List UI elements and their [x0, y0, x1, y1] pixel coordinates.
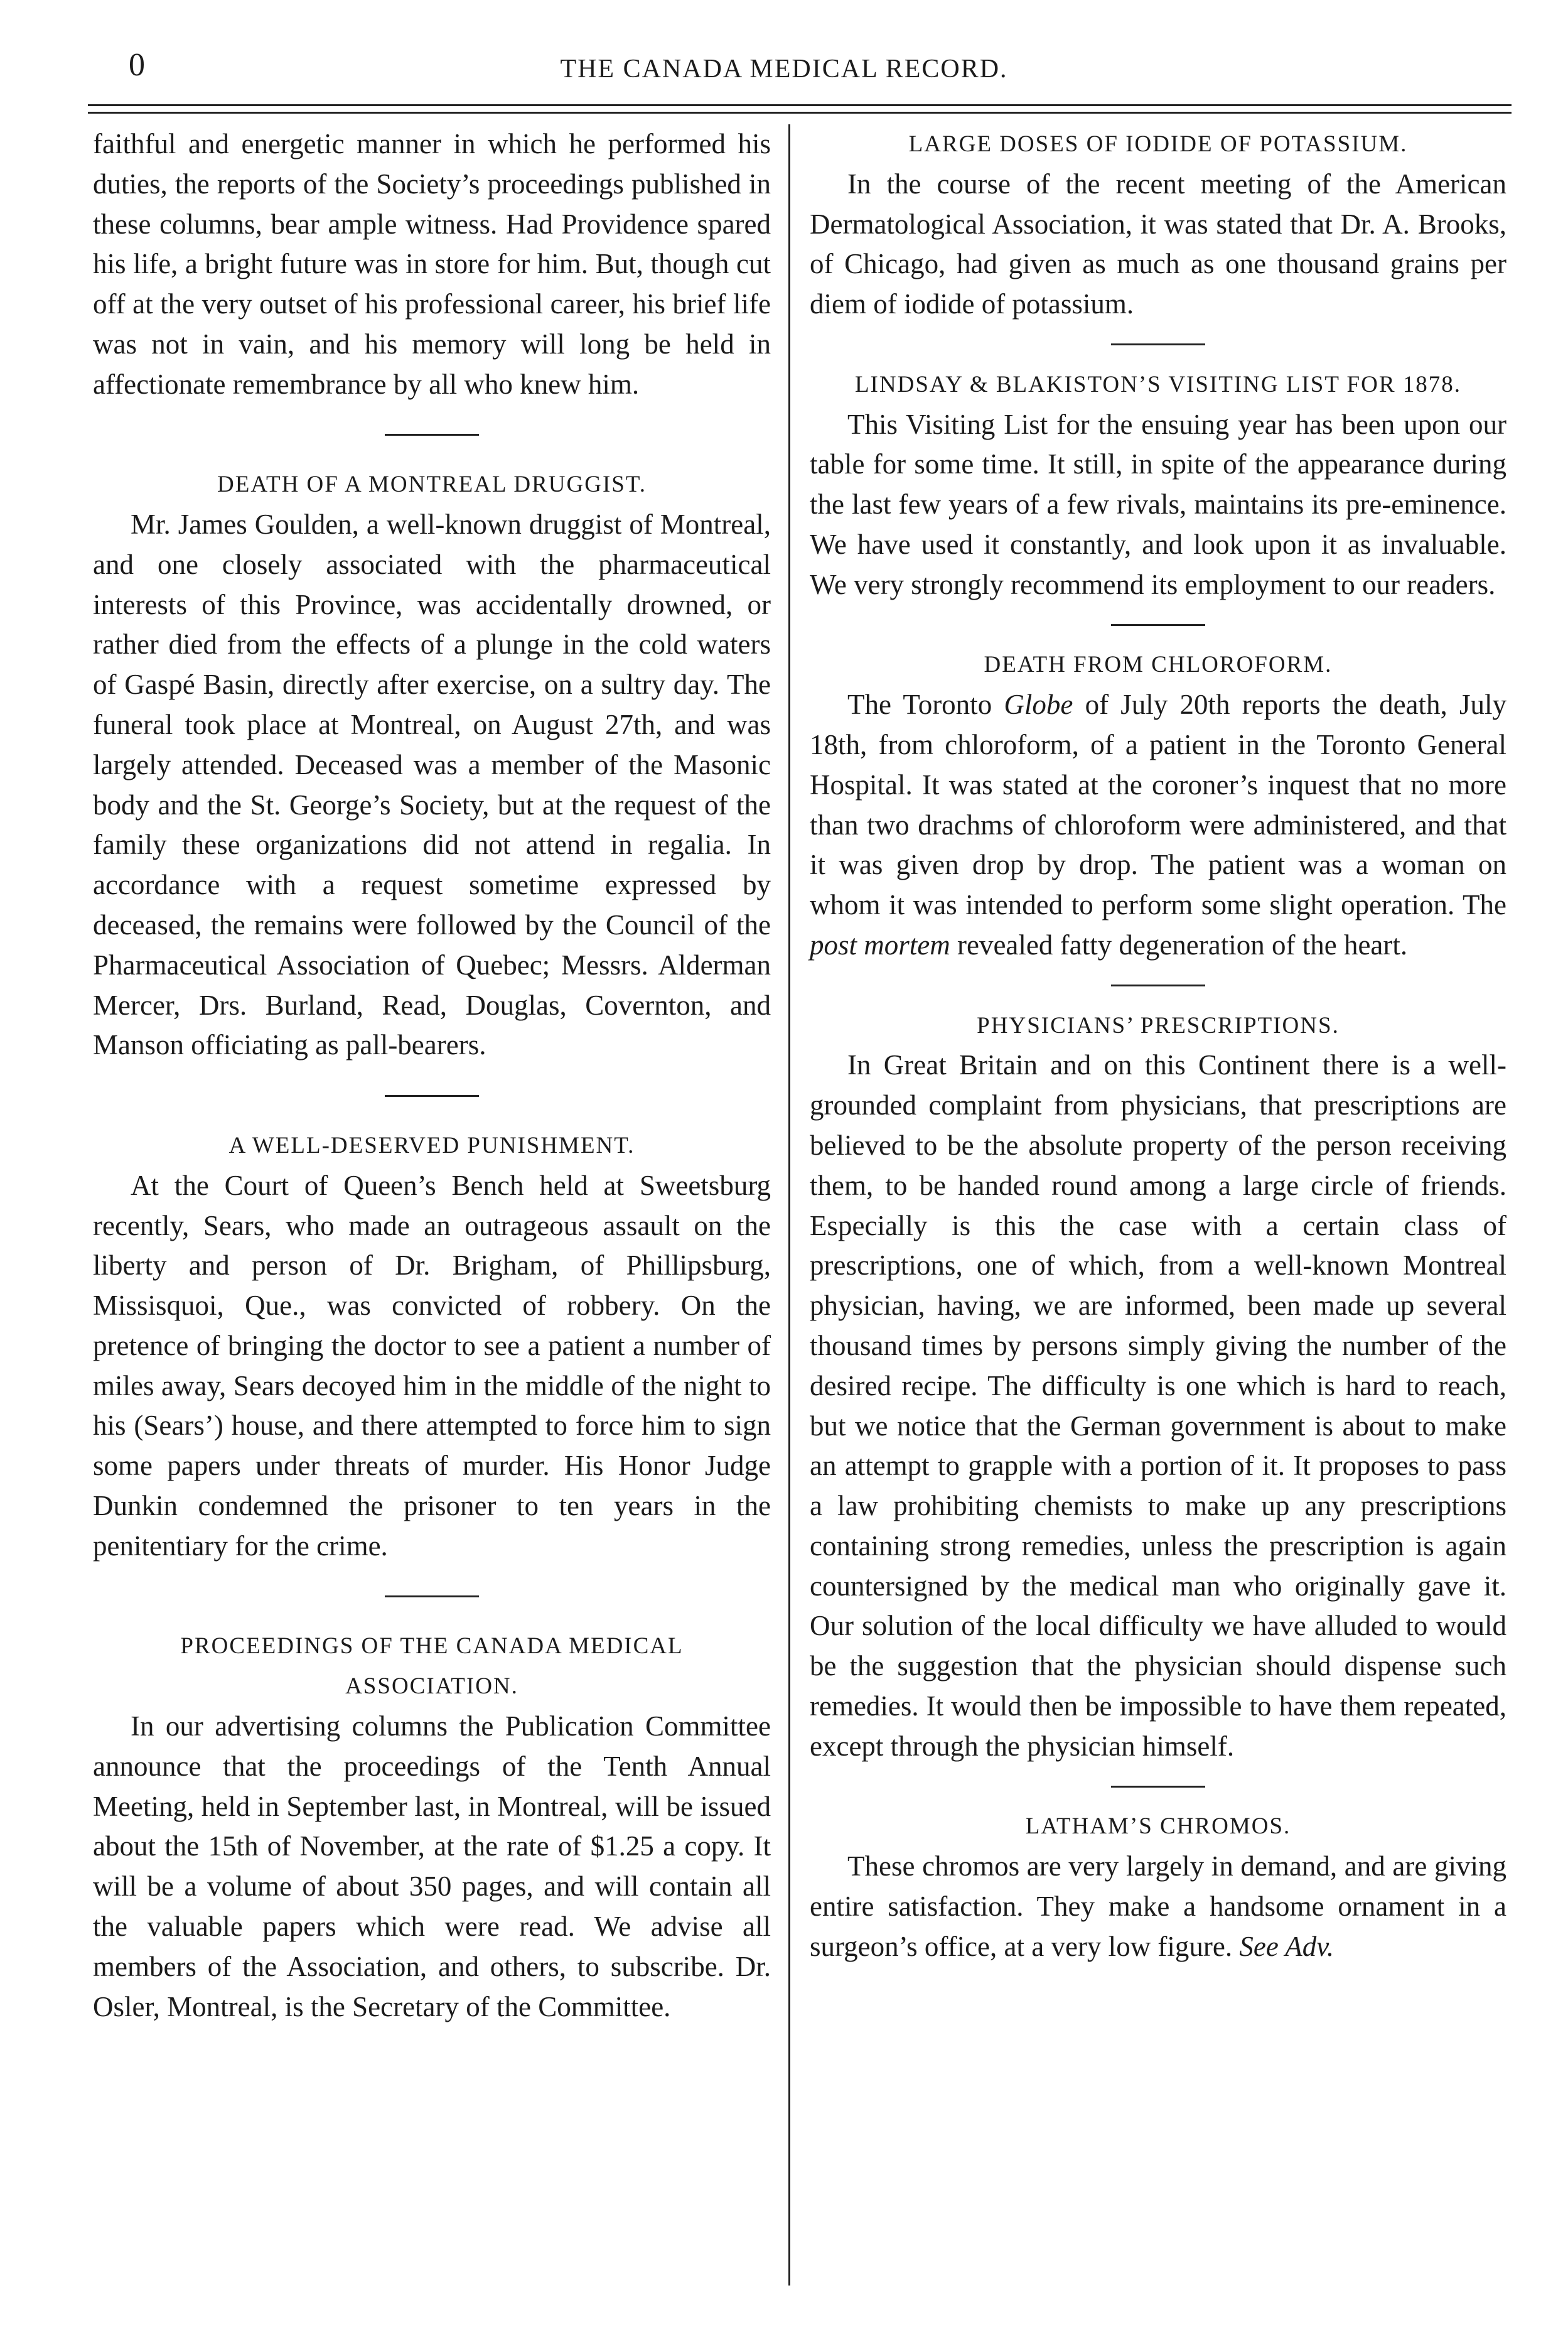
article-heading: LATHAM’S CHROMOS. — [1025, 1813, 1291, 1840]
article-visiting-list — [810, 365, 1506, 605]
article-lathams-chromos — [810, 1806, 1506, 1967]
article-iodide-potassium — [810, 124, 1506, 325]
body-text: The Toronto — [847, 689, 1004, 721]
section-separator — [810, 325, 1506, 365]
article-chloroform-death — [810, 645, 1506, 965]
left-column — [93, 124, 771, 2027]
advert-reference: See Adv. — [1239, 1930, 1334, 1962]
body-text: of July 20th reports the death, July 18th, from chloroform, of a patient in the Toronto General Hospital. It was stated at the coroner’s inquest that no more than two drachms of chloroform were administered, and that it was given drop by drop. The patient was a woman on whom it was intended to perform some slight operation. The — [810, 689, 1506, 921]
section-separator — [93, 1066, 771, 1126]
article-body — [810, 685, 1506, 966]
section-separator — [93, 1567, 771, 1627]
article-association-proceedings — [93, 1626, 771, 2027]
article-deserved-punishment — [93, 1126, 771, 1567]
article-heading: DEATH FROM CHLOROFORM. — [984, 652, 1333, 678]
article-heading-line-1: PROCEEDINGS OF THE CANADA MEDICAL — [180, 1633, 684, 1660]
newspaper-title: Globe — [1004, 689, 1073, 721]
article-body: This Visiting List for the ensuing year has been upon our table for some time. It still, in spite of the appearance during the last few years of a few rivals, maintains its pre-eminence. We have used it constantly, and look upon it as invaluable. We very strongly recommend its employment to our readers. — [810, 408, 1506, 600]
article-heading: PHYSICIANS’ PRESCRIPTIONS. — [977, 1012, 1340, 1039]
article-physicians-prescriptions — [810, 1006, 1506, 1767]
body-text: These chromos are very largely in demand, and are giving entire satisfaction. They make a handsome ornament in a surgeon’s office, at a very low figure. — [810, 1850, 1506, 1962]
obituary-continuation: faithful and energetic manner in which he performed his duties, the reports of the Society’s proceedings published in these columns, bear ample witness. Had Providence spared his life, a bright future was in store for him. But, though cut off at the very outset of his professional career, his brief life was not in vain, and his memory will long be held in affectionate remembrance by all who knew him. — [93, 128, 771, 400]
section-separator — [810, 966, 1506, 1006]
article-heading: A WELL-DESERVED PUNISHMENT. — [228, 1132, 635, 1158]
article-body: In the course of the recent meeting of the American Dermatological Association, it was stated that Dr. A. Brooks, of Chicago, had given as much as one thousand grains per diem of iodide of potassium. — [810, 168, 1506, 320]
running-title: THE CANADA MEDICAL RECORD. — [560, 55, 1008, 84]
article-heading: LINDSAY & BLAKISTON’S VISITING LIST FOR 1878. — [854, 371, 1462, 397]
header-rule-top — [88, 104, 1512, 106]
page-number: 0 — [129, 47, 145, 83]
latin-term: post mortem — [810, 929, 950, 961]
header-rule-bottom — [88, 112, 1512, 114]
right-column — [810, 124, 1506, 1967]
article-body — [810, 1847, 1506, 1967]
article-montreal-druggist — [93, 465, 771, 1066]
article-heading-line-2: ASSOCIATION. — [345, 1673, 518, 1700]
body-text: revealed fatty degeneration of the heart. — [950, 929, 1408, 961]
article-body: At the Court of Queen’s Bench held at Sweetsburg recently, Sears, who made an outrageous assault on the liberty and person of Dr. Brigham, of Phillipsburg, Missisquoi, Que., was convicted of robbery. On the pretence of bringing the doctor to see a patient a number of miles away, Sears decoyed him in the middle of the night to his (Sears’) house, and there attempted to force him to sign some papers under threats of murder. His Honor Judge Dunkin condemned the prisoner to ten years in the penitentiary for the crime. — [93, 1169, 771, 1562]
article-body: Mr. James Goulden, a well-known druggist of Montreal, and one closely associated with the pharmaceutical interests of this Province, was accidentally drowned, or rather died from the effects of a plunge in the cold waters of Gaspé Basin, directly after exercise, on a sultry day. The funeral took place at Montreal, on August 27th, and was largely attended. Deceased was a member of the Masonic body and the St. George’s Society, but at the request of the family these organizations did not attend in regalia. In accordance with a request sometime expressed by deceased, the remains were followed by the Council of the Pharmaceutical Association of Quebec; Messrs. Alderman Mercer, Drs. Burland, Read, Douglas, Covernton, and Manson officiating as pall-bearers. — [93, 509, 771, 1061]
article-body: In our advertising columns the Publication Committee announce that the proceedings of the Tenth Annual Meeting, held in September last, in Montreal, will be issued about the 15th of November, at the rate of $1.25 a copy. It will be a volume of about 350 pages, and will contain all the valuable papers which were read. We advise all members of the Association, and others, to subscribe. Dr. Osler, Montreal, is the Secretary of the Committee. — [93, 1710, 771, 2022]
article-heading: LARGE DOSES OF IODIDE OF POTASSIUM. — [908, 131, 1408, 157]
article-body: In Great Britain and on this Continent there is a well-grounded complaint from physicians, that prescriptions are believed to be the absolute property of the person receiving them, to be handed round among a large circle of friends. Especially is this the case with a certain class of prescriptions, one of which, from a well-known Montreal physician, having, we are informed, been made up several thousand times by persons simply giving the number of the desired recipe. The difficulty is one which is hard to reach, but we notice that the German government is about to make an attempt to grapple with a portion of it. It proposes to pass a law prohibiting chemists to make up any prescriptions containing strong remedies, unless the prescription is again countersigned by the medical man who originally gave it. Our solution of the local difficulty we have alluded to would be the suggestion that the physician should dispense such remedies. It would then be impossible to have them repeated, except through the physician himself. — [810, 1049, 1506, 1762]
article-heading: DEATH OF A MONTREAL DRUGGIST. — [217, 472, 647, 498]
section-separator — [810, 1767, 1506, 1807]
section-separator — [93, 405, 771, 465]
section-separator — [810, 605, 1506, 645]
column-divider — [788, 124, 790, 2286]
